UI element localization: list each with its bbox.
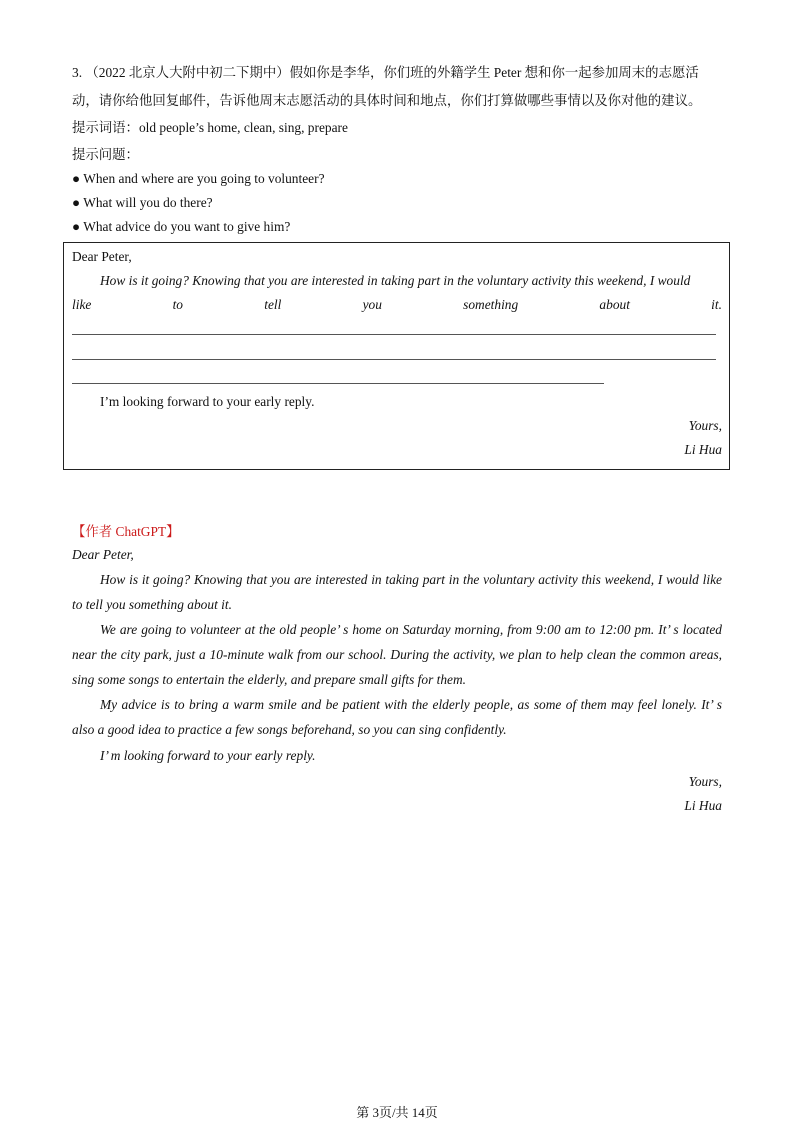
page-number: 第 3页/共 14页	[356, 1105, 438, 1120]
writing-line-3[interactable]	[72, 383, 604, 384]
hint-bullet-3: ● What advice do you want to give him?	[72, 219, 291, 234]
answer-paragraph-2: We are going to volunteer at the old people’ s home on Saturday morning, from 9:00 am to 12:00 pm. It’ s located near the city park, just a 10-minute walk from our school. During the activity, we plan to help clean the common areas, sing some songs to entertain the elderly, and prepare small gifts for them.	[72, 622, 722, 687]
answer-name: Li Hua	[684, 798, 722, 813]
answer-paragraph-4: I’ m looking forward to your early reply.	[100, 748, 316, 763]
answer-paragraph-1: How is it going? Knowing that you are interested in taking part in the voluntary activity this weekend, I would like to tell you something about it.	[72, 572, 722, 612]
template-word: to	[172, 297, 183, 312]
template-opening-continued	[72, 297, 722, 313]
question-line-2: 动，请你给他回复邮件，告诉他周末志愿活动的具体时间和地点，你们打算做哪些事情以及你对他的建议。	[72, 93, 702, 108]
template-closing: I’m looking forward to your early reply.	[100, 394, 315, 409]
hint-bullet-1: ● When and where are you going to volunteer?	[72, 171, 325, 186]
hint-bullet-2: ● What will you do there?	[72, 195, 213, 210]
answer-paragraph-3: My advice is to bring a warm smile and be patient with the elderly people, as some of them may feel lonely. It’ s also a good idea to practice a few songs beforehand, so you can sing confidently.	[72, 697, 722, 737]
template-opening: How is it going? Knowing that you are interested in taking part in the voluntary activity this weekend, I would	[100, 273, 691, 288]
template-word: it.	[711, 297, 722, 312]
template-greeting: Dear Peter,	[72, 249, 132, 264]
template-word: tell	[264, 297, 282, 312]
author-label: 【作者 ChatGPT】	[72, 524, 180, 539]
writing-line-1[interactable]	[72, 334, 716, 335]
template-word: something	[463, 297, 519, 312]
template-word: about	[599, 297, 630, 312]
template-word: like	[72, 297, 92, 312]
template-word: you	[362, 297, 382, 312]
template-name: Li Hua	[684, 442, 722, 457]
hint-title: 提示问题：	[72, 147, 139, 162]
writing-line-2[interactable]	[72, 359, 716, 360]
template-sign-off: Yours,	[688, 418, 722, 433]
answer-sign-off: Yours,	[688, 774, 722, 789]
question-line-1: 3. （2022 北京人大附中初二下期中）假如你是李华，你们班的外籍学生 Peter 想和你一起参加周末的志愿活	[72, 65, 699, 80]
keywords: 提示词语：old people’s home, clean, sing, prepare	[72, 120, 348, 135]
answer-greeting: Dear Peter,	[72, 547, 134, 562]
